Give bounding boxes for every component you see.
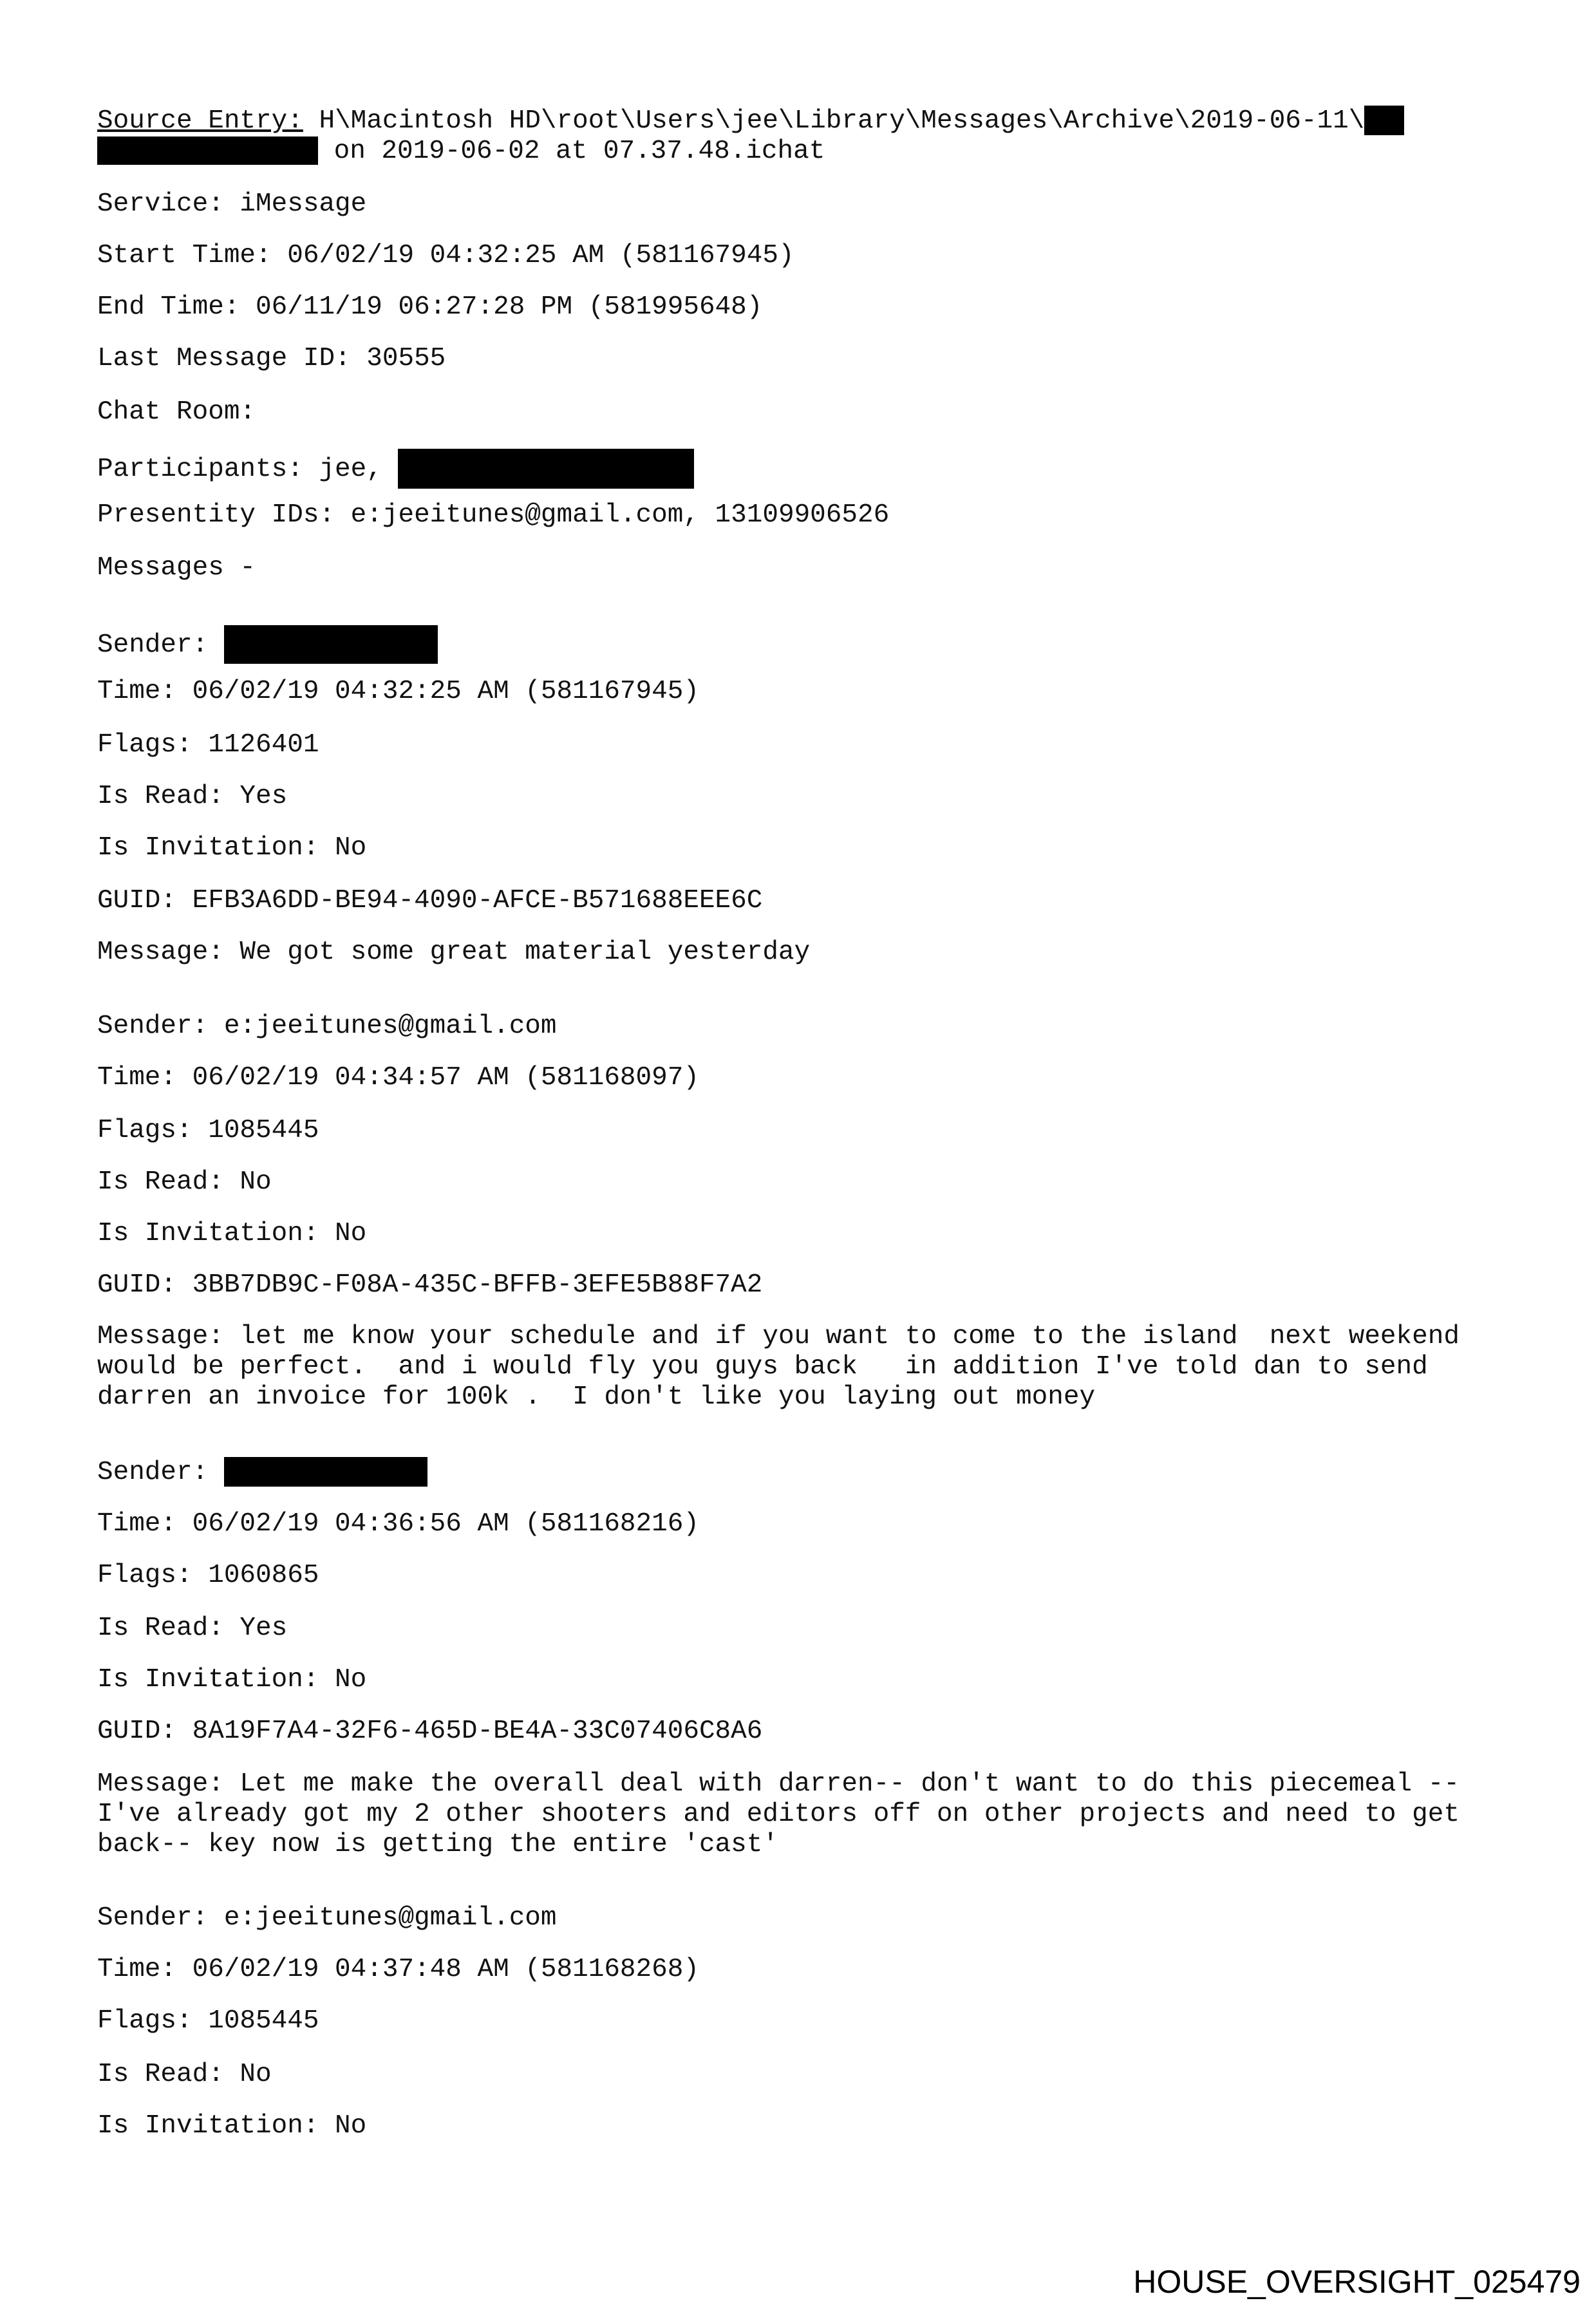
message-is-read: Is Read: Yes [97, 1613, 288, 1643]
message-flags: Flags: 1126401 [97, 730, 319, 760]
redaction-box [398, 449, 694, 489]
message-sender: Sender: e:jeeitunes@gmail.com [97, 1011, 557, 1041]
end-time-line: End Time: 06/11/19 06:27:28 PM (581995648) [97, 292, 763, 322]
message-body-line: Message: let me know your schedule and if you want to come to the island next weekend [97, 1322, 1460, 1351]
message-flags: Flags: 1085445 [97, 2006, 319, 2036]
bates-number: HOUSE_OVERSIGHT_025479 [1133, 2264, 1581, 2300]
message-is-invitation: Is Invitation: No [97, 833, 367, 863]
message-is-read: Is Read: Yes [97, 782, 288, 811]
message-time: Time: 06/02/19 04:34:57 AM (581168097) [97, 1063, 699, 1093]
source-entry-line [97, 106, 1404, 136]
message-is-invitation: Is Invitation: No [97, 1219, 367, 1248]
message-guid: GUID: 8A19F7A4-32F6-465D-BE4A-33C07406C8A6 [97, 1716, 763, 1746]
chat-room-line: Chat Room: [97, 397, 256, 427]
message-is-read: Is Read: No [97, 1167, 272, 1197]
source-entry-label: Source Entry: [97, 106, 303, 136]
message-sender [97, 1457, 427, 1488]
participants-text: Participants: jee, [97, 454, 399, 484]
last-message-id-line: Last Message ID: 30555 [97, 344, 446, 373]
message-flags: Flags: 1060865 [97, 1561, 319, 1590]
message-guid: GUID: EFB3A6DD-BE94-4090-AFCE-B571688EEE6C [97, 886, 763, 916]
message-is-invitation: Is Invitation: No [97, 2111, 367, 2141]
participants-line [97, 449, 694, 489]
redaction-box [224, 625, 438, 664]
service-line: Service: iMessage [97, 189, 367, 219]
message-sender [97, 625, 438, 664]
sender-label: Sender: [97, 1457, 224, 1487]
source-entry-line-2 [97, 136, 825, 167]
message-time: Time: 06/02/19 04:37:48 AM (581168268) [97, 1955, 699, 1984]
presentity-ids-line: Presentity IDs: e:jeeitunes@gmail.com, 13109906526 [97, 500, 890, 530]
message-body [97, 1322, 1460, 1413]
message-body-line: I've already got my 2 other shooters and editors off on other projects and need to get [97, 1800, 1460, 1829]
message-sender: Sender: e:jeeitunes@gmail.com [97, 1903, 557, 1933]
source-entry-path: H\Macintosh HD\root\Users\jee\Library\Messages\Archive\2019-06-11\ [303, 106, 1365, 136]
source-entry-suffix: on 2019-06-02 at 07.37.48.ichat [318, 136, 825, 166]
redaction-box [1364, 106, 1404, 135]
message-is-read: Is Read: No [97, 2060, 272, 2089]
message-guid: GUID: 3BB7DB9C-F08A-435C-BFFB-3EFE5B88F7A2 [97, 1270, 763, 1300]
redaction-box [224, 1457, 427, 1487]
message-time: Time: 06/02/19 04:36:56 AM (581168216) [97, 1509, 699, 1539]
sender-label: Sender: [97, 630, 224, 660]
message-body [97, 1769, 1460, 1860]
message-body: Message: We got some great material yesterday [97, 937, 811, 967]
start-time-line: Start Time: 06/02/19 04:32:25 AM (581167945) [97, 241, 794, 270]
redaction-box [97, 136, 318, 165]
message-body-line: darren an invoice for 100k . I don't like you laying out money [97, 1382, 1096, 1412]
messages-label: Messages - [97, 553, 256, 583]
message-flags: Flags: 1085445 [97, 1116, 319, 1145]
message-is-invitation: Is Invitation: No [97, 1665, 367, 1695]
message-time: Time: 06/02/19 04:32:25 AM (581167945) [97, 677, 699, 706]
message-body-line: back-- key now is getting the entire 'cast' [97, 1830, 778, 1859]
message-body-line: Message: Let me make the overall deal with darren-- don't want to do this piecemeal -- [97, 1769, 1460, 1799]
message-body-line: would be perfect. and i would fly you guys back in addition I've told dan to send [97, 1352, 1428, 1382]
